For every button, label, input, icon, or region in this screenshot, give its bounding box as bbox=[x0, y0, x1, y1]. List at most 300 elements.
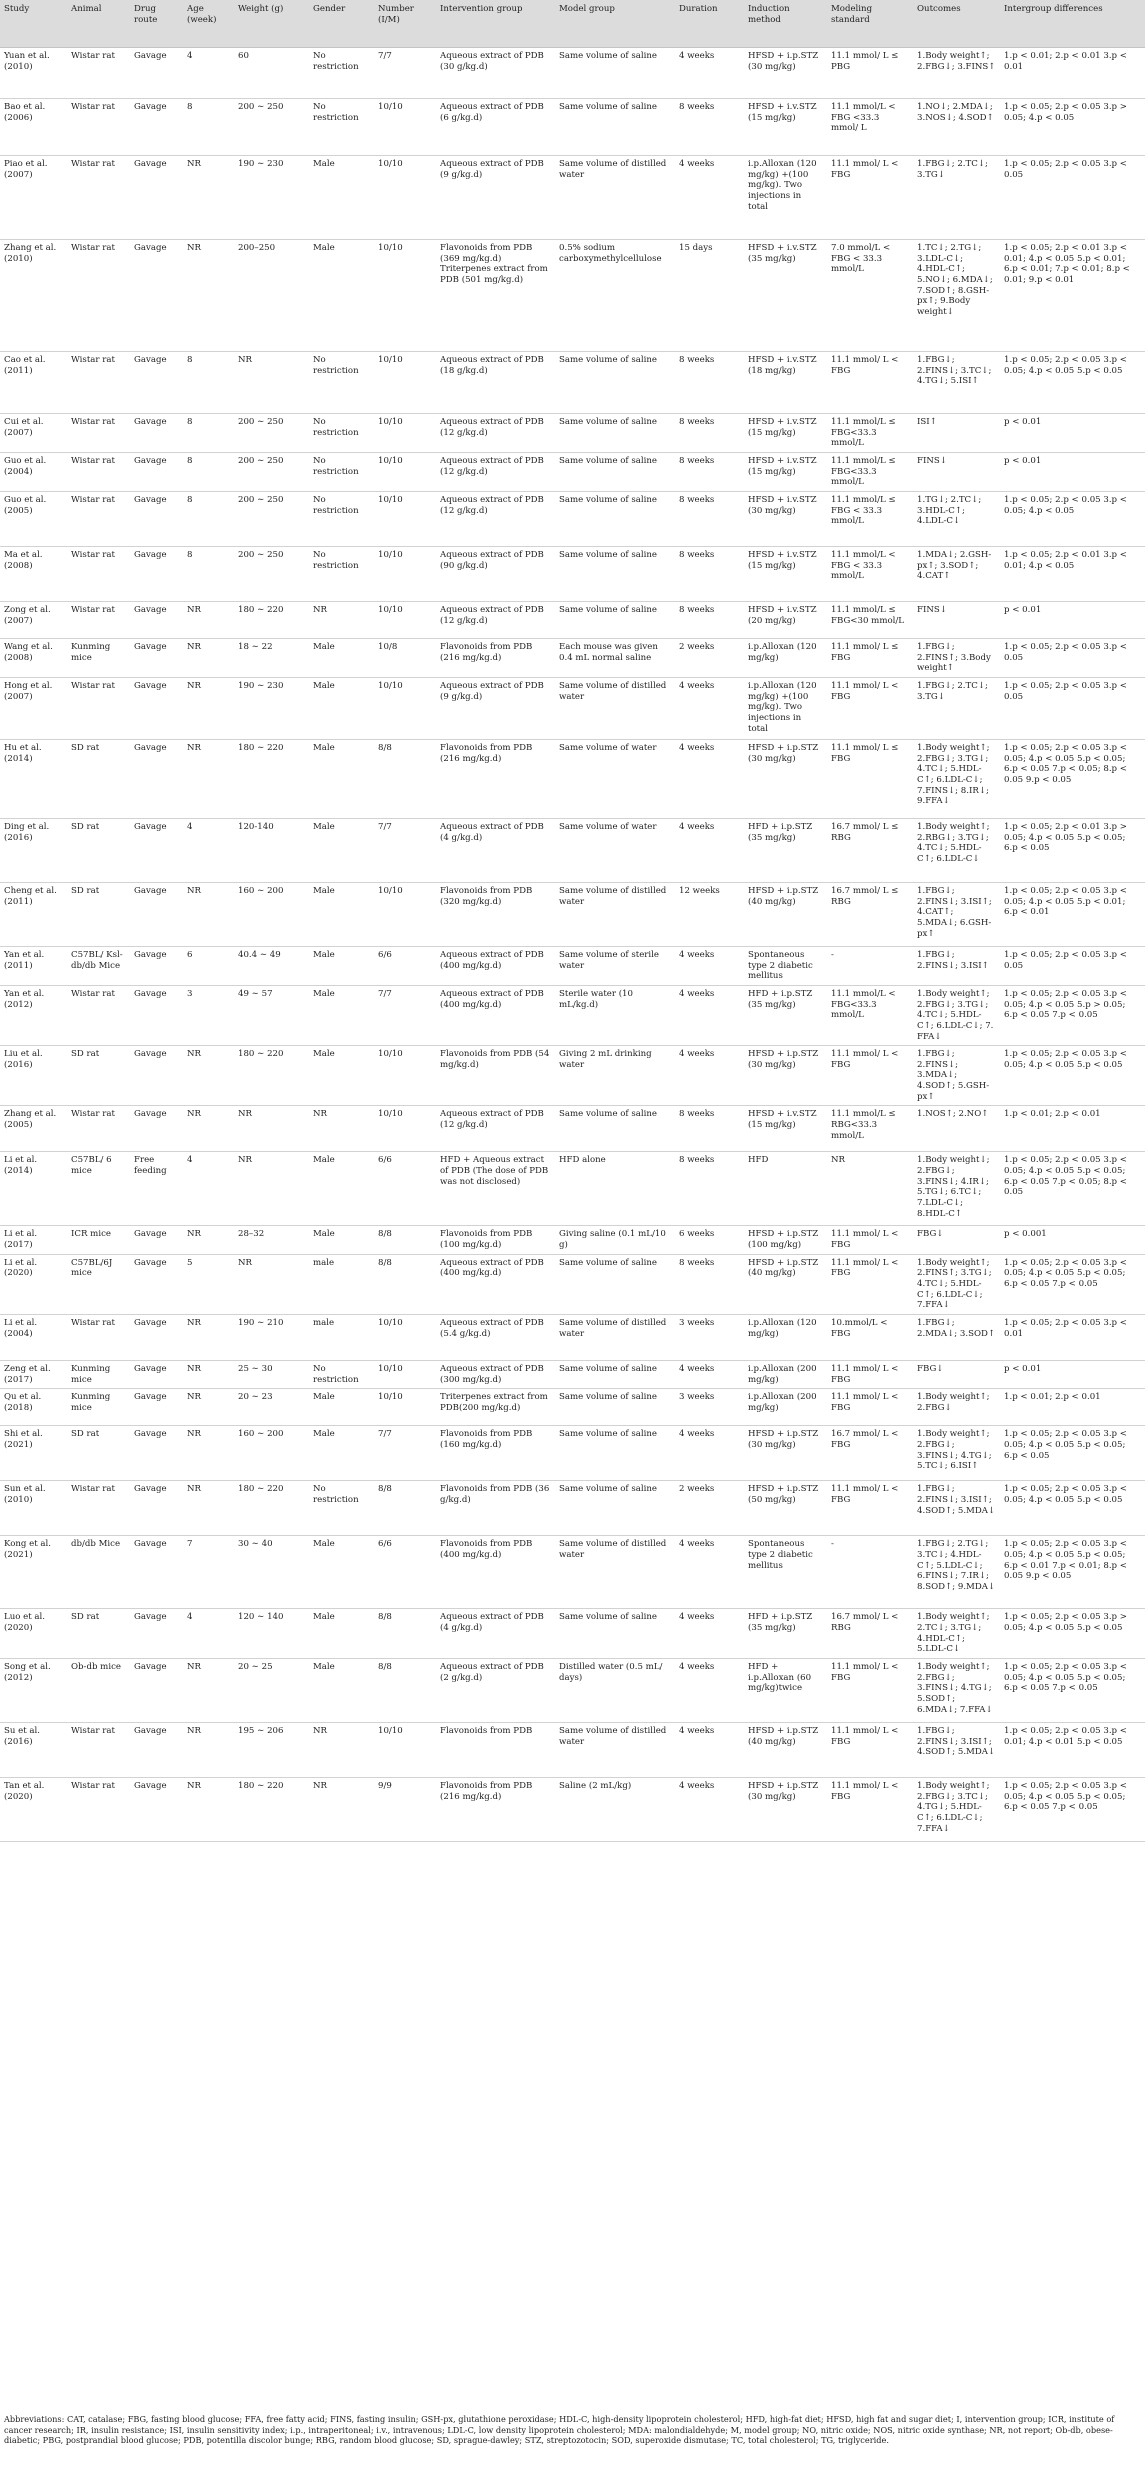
table-cell: No restriction bbox=[309, 48, 374, 99]
table-cell: HFSD + i.v.STZ (18 mg/kg) bbox=[744, 352, 827, 414]
table-cell: 7/7 bbox=[374, 818, 436, 882]
table-cell: Male bbox=[309, 156, 374, 240]
table-cell: Ma et al. (2008) bbox=[0, 546, 67, 601]
table-cell: Aqueous extract of PDB (9 g/kg.d) bbox=[436, 156, 555, 240]
table-cell: 11.1 mmol/L < FBG <33.3 mmol/ L bbox=[827, 99, 913, 156]
table-cell: 1.Body weight↓; 2.FBG↓; 3.FINS↓; 4.IR↓; 5.TG↓; 6.TC↓; 7.LDL-C↓; 8.HDL-C↑ bbox=[913, 1152, 1000, 1226]
table-cell: Gavage bbox=[130, 99, 183, 156]
table-cell: Gavage bbox=[130, 1658, 183, 1722]
table-cell: Same volume of saline bbox=[555, 491, 675, 546]
table-cell: 200 ∼ 250 bbox=[234, 491, 309, 546]
table-cell: Gavage bbox=[130, 985, 183, 1045]
table-cell: Flavonoids from PDB (100 mg/kg.d) bbox=[436, 1226, 555, 1254]
table-cell: 1.p < 0.05; 2.p < 0.05 3.p < 0.05; 4.p < 0.05 5.p < 0.05; 6.p < 0.05 7.p < 0.05; 8.p < 0.05 bbox=[1000, 1152, 1145, 1226]
table-cell: ICR mice bbox=[67, 1226, 130, 1254]
table-cell: Wistar rat bbox=[67, 491, 130, 546]
table-cell: HFD + i.p.STZ (35 mg/kg) bbox=[744, 818, 827, 882]
table-cell: 10/10 bbox=[374, 546, 436, 601]
table-cell: Aqueous extract of PDB (12 g/kg.d) bbox=[436, 491, 555, 546]
table-cell: 1.TC↓; 2.TG↓; 3.LDL-C↓; 4.HDL-C↑; 5.NO↓; 6.MDA↓; 7.SOD↑; 8.GSH-px↑; 9.Body weight↓ bbox=[913, 240, 1000, 352]
table-cell: 10/10 bbox=[374, 1046, 436, 1106]
table-cell: 4 bbox=[183, 1152, 234, 1226]
table-cell: Saline (2 mL/kg) bbox=[555, 1777, 675, 1841]
table-cell: 8/8 bbox=[374, 739, 436, 818]
table-cell: C57BL/ Ksl-db/db Mice bbox=[67, 946, 130, 985]
table-cell: Gavage bbox=[130, 882, 183, 946]
table-cell: Hong et al. (2007) bbox=[0, 677, 67, 739]
table-cell: NR bbox=[183, 638, 234, 677]
table-cell: 11.1 mmol/ L < FBG bbox=[827, 1046, 913, 1106]
table-row bbox=[0, 491, 1145, 546]
table-cell: 200 ∼ 250 bbox=[234, 414, 309, 453]
table-cell: 5 bbox=[183, 1254, 234, 1314]
table-cell: SD rat bbox=[67, 739, 130, 818]
table-cell: Aqueous extract of PDB (90 g/kg.d) bbox=[436, 546, 555, 601]
table-cell: 16.7 mmol/ L ≤ RBG bbox=[827, 882, 913, 946]
table-cell: Same volume of water bbox=[555, 739, 675, 818]
table-cell: NR bbox=[183, 1481, 234, 1536]
table-cell: 1.FBG↓; 2.MDA↓; 3.SOD↑ bbox=[913, 1315, 1000, 1361]
table-cell: 6 weeks bbox=[675, 1226, 744, 1254]
table-cell: HFSD + i.p.STZ (30 mg/kg) bbox=[744, 48, 827, 99]
table-cell: Same volume of saline bbox=[555, 452, 675, 491]
table-cell: Same volume of saline bbox=[555, 601, 675, 638]
table-cell: Wistar rat bbox=[67, 452, 130, 491]
table-cell: 20 ∼ 23 bbox=[234, 1389, 309, 1426]
table-cell: Aqueous extract of PDB (5.4 g/kg.d) bbox=[436, 1315, 555, 1361]
table-cell: Same volume of saline bbox=[555, 414, 675, 453]
table-cell: Sterile water (10 mL/kg.d) bbox=[555, 985, 675, 1045]
table-cell: No restriction bbox=[309, 99, 374, 156]
table-cell: 10/10 bbox=[374, 491, 436, 546]
table-cell: 60 bbox=[234, 48, 309, 99]
table-cell: FBG↓ bbox=[913, 1361, 1000, 1389]
table-cell: 1.FBG↓; 2.FINS↓; 3.ISI↑; 4.SOD↑; 5.MDA↓ bbox=[913, 1481, 1000, 1536]
table-cell: 160 ∼ 200 bbox=[234, 1426, 309, 1481]
table-cell: Li et al. (2004) bbox=[0, 1315, 67, 1361]
table-cell: HFSD + i.p.STZ (40 mg/kg) bbox=[744, 882, 827, 946]
table-cell: 20 ∼ 25 bbox=[234, 1658, 309, 1722]
table-cell: Flavonoids from PDB bbox=[436, 1722, 555, 1777]
table-cell: Bao et al. (2006) bbox=[0, 99, 67, 156]
table-cell: 1.FBG↓; 2.FINS↓; 3.MDA↓; 4.SOD↑; 5.GSH-px↑ bbox=[913, 1046, 1000, 1106]
table-cell: 16.7 mmol/ L < RBG bbox=[827, 1609, 913, 1659]
table-cell: NR bbox=[309, 1777, 374, 1841]
table-cell: Gavage bbox=[130, 1777, 183, 1841]
table-cell: Wistar rat bbox=[67, 1777, 130, 1841]
table-cell: p < 0.001 bbox=[1000, 1226, 1145, 1254]
table-cell: 1.p < 0.05; 2.p < 0.05 3.p > 0.05; 4.p < 0.05 5.p < 0.05 bbox=[1000, 1609, 1145, 1659]
table-cell: 8/8 bbox=[374, 1609, 436, 1659]
table-cell: Gavage bbox=[130, 546, 183, 601]
table-cell: 200 ∼ 250 bbox=[234, 99, 309, 156]
table-cell: 4 weeks bbox=[675, 946, 744, 985]
table-cell: 1.Body weight↑; 2.FINS↑; 3.TG↓; 4.TC↓; 5.HDL-C↑; 6.LDL-C↓; 7.FFA↓ bbox=[913, 1254, 1000, 1314]
table-cell: 8 weeks bbox=[675, 491, 744, 546]
table-cell: Same volume of saline bbox=[555, 1361, 675, 1389]
table-cell: HFSD + i.p.STZ (30 mg/kg) bbox=[744, 1046, 827, 1106]
table-cell: Same volume of saline bbox=[555, 1106, 675, 1152]
table-row bbox=[0, 1106, 1145, 1152]
table-cell: Gavage bbox=[130, 1536, 183, 1609]
table-cell: Aqueous extract of PDB (400 mg/kg.d) bbox=[436, 946, 555, 985]
table-cell: SD rat bbox=[67, 1426, 130, 1481]
table-cell: 8 weeks bbox=[675, 1106, 744, 1152]
table-row bbox=[0, 546, 1145, 601]
table-cell: HFD bbox=[744, 1152, 827, 1226]
table-row bbox=[0, 1722, 1145, 1777]
table-cell: Same volume of saline bbox=[555, 352, 675, 414]
table-cell: 200 ∼ 250 bbox=[234, 546, 309, 601]
table-cell: Flavonoids from PDB (320 mg/kg.d) bbox=[436, 882, 555, 946]
table-cell: Ob-db mice bbox=[67, 1658, 130, 1722]
column-header: Intervention group bbox=[436, 0, 555, 48]
table-cell: Li et al. (2014) bbox=[0, 1152, 67, 1226]
table-cell: HFD + i.p.Alloxan (60 mg/kg)twice bbox=[744, 1658, 827, 1722]
table-cell: NR bbox=[183, 156, 234, 240]
table-cell: - bbox=[827, 1536, 913, 1609]
table-cell: Flavonoids from PDB (216 mg/kg.d) bbox=[436, 1777, 555, 1841]
table-cell: No restriction bbox=[309, 352, 374, 414]
table-cell: 12 weeks bbox=[675, 882, 744, 946]
table-cell: 4 weeks bbox=[675, 818, 744, 882]
table-cell: 4 weeks bbox=[675, 1777, 744, 1841]
table-cell: 10/10 bbox=[374, 1389, 436, 1426]
table-cell: Same volume of saline bbox=[555, 48, 675, 99]
table-cell: Cao et al. (2011) bbox=[0, 352, 67, 414]
table-cell: 4 bbox=[183, 48, 234, 99]
table-cell: Male bbox=[309, 1226, 374, 1254]
table-cell: Gavage bbox=[130, 946, 183, 985]
table-cell: 10/10 bbox=[374, 352, 436, 414]
table-cell: 120 ∼ 140 bbox=[234, 1609, 309, 1659]
table-cell: NR bbox=[183, 1777, 234, 1841]
table-row bbox=[0, 946, 1145, 985]
table-row bbox=[0, 240, 1145, 352]
table-cell: Wistar rat bbox=[67, 985, 130, 1045]
table-cell: 4 weeks bbox=[675, 156, 744, 240]
table-row bbox=[0, 1315, 1145, 1361]
table-cell: 190 ∼ 230 bbox=[234, 677, 309, 739]
table-cell: Luo et al. (2020) bbox=[0, 1609, 67, 1659]
table-cell: Wang et al. (2008) bbox=[0, 638, 67, 677]
table-cell: 4 weeks bbox=[675, 1609, 744, 1659]
table-cell: i.p.Alloxan (200 mg/kg) bbox=[744, 1361, 827, 1389]
table-cell: 1.p < 0.05; 2.p < 0.01 3.p > 0.05; 4.p < 0.05 5.p < 0.05; 6.p < 0.05 bbox=[1000, 818, 1145, 882]
table-cell: 11.1 mmol/ L < FBG bbox=[827, 1777, 913, 1841]
table-cell: Gavage bbox=[130, 452, 183, 491]
table-cell: NR bbox=[183, 1106, 234, 1152]
table-cell: Wistar rat bbox=[67, 352, 130, 414]
table-cell: Giving 2 mL drinking water bbox=[555, 1046, 675, 1106]
table-cell: 40.4 ∼ 49 bbox=[234, 946, 309, 985]
table-cell: NR bbox=[234, 1152, 309, 1226]
table-cell: 7 bbox=[183, 1536, 234, 1609]
table-row bbox=[0, 1658, 1145, 1722]
table-row bbox=[0, 1426, 1145, 1481]
table-cell: 10/10 bbox=[374, 882, 436, 946]
table-cell: SD rat bbox=[67, 882, 130, 946]
table-cell: Yuan et al. (2010) bbox=[0, 48, 67, 99]
table-cell: 8 weeks bbox=[675, 546, 744, 601]
table-cell: Wistar rat bbox=[67, 99, 130, 156]
table-cell: 4 weeks bbox=[675, 1046, 744, 1106]
table-cell: Aqueous extract of PDB (12 g/kg.d) bbox=[436, 601, 555, 638]
table-cell: Male bbox=[309, 1609, 374, 1659]
table-cell: Gavage bbox=[130, 1389, 183, 1426]
table-cell: No restriction bbox=[309, 1361, 374, 1389]
table-cell: Flavonoids from PDB (216 mg/kg.d) bbox=[436, 739, 555, 818]
table-cell: Male bbox=[309, 677, 374, 739]
table-cell: HFD + i.p.STZ (35 mg/kg) bbox=[744, 1609, 827, 1659]
table-cell: 1.p < 0.05; 2.p < 0.05 3.p < 0.05 bbox=[1000, 946, 1145, 985]
column-header: Outcomes bbox=[913, 0, 1000, 48]
table-cell: 200–250 bbox=[234, 240, 309, 352]
table-cell: 1.p < 0.05; 2.p < 0.05 3.p < 0.05; 4.p < 0.05 bbox=[1000, 491, 1145, 546]
table-cell: Gavage bbox=[130, 240, 183, 352]
table-cell: 4 weeks bbox=[675, 48, 744, 99]
table-cell: 11.1 mmol/ L < FBG bbox=[827, 1481, 913, 1536]
table-cell: No restriction bbox=[309, 546, 374, 601]
table-cell: 3 weeks bbox=[675, 1389, 744, 1426]
table-cell: 6 bbox=[183, 946, 234, 985]
table-cell: NR bbox=[183, 677, 234, 739]
table-row bbox=[0, 1152, 1145, 1226]
table-cell: 1.p < 0.05; 2.p < 0.05 3.p < 0.01; 4.p < 0.01 5.p < 0.05 bbox=[1000, 1722, 1145, 1777]
table-cell: Male bbox=[309, 882, 374, 946]
table-cell: Same volume of sterile water bbox=[555, 946, 675, 985]
table-cell: 8 weeks bbox=[675, 452, 744, 491]
table-cell: Wistar rat bbox=[67, 240, 130, 352]
table-cell: 1.p < 0.05; 2.p < 0.05 3.p < 0.05; 4.p < 0.05 5.p < 0.05 bbox=[1000, 352, 1145, 414]
table-cell: Liu et al. (2016) bbox=[0, 1046, 67, 1106]
table-cell: Aqueous extract of PDB (9 g/kg.d) bbox=[436, 677, 555, 739]
table-cell: 11.1 mmol/ L < FBG bbox=[827, 156, 913, 240]
table-row bbox=[0, 156, 1145, 240]
table-cell: 1.Body weight↑; 2.FBG↓ bbox=[913, 1389, 1000, 1426]
table-row bbox=[0, 882, 1145, 946]
table-cell: 4 weeks bbox=[675, 1361, 744, 1389]
table-cell: 10/10 bbox=[374, 1361, 436, 1389]
table-cell: 1.Body weight↑; 2.RBG↓; 3.TG↓; 4.TC↓; 5.HDL-C↑; 6.LDL-C↓ bbox=[913, 818, 1000, 882]
table-cell: NR bbox=[183, 1426, 234, 1481]
table-cell: No restriction bbox=[309, 1481, 374, 1536]
table-row bbox=[0, 1481, 1145, 1536]
table-cell: FINS↓ bbox=[913, 452, 1000, 491]
table-cell: NR bbox=[183, 1722, 234, 1777]
table-cell: 2 weeks bbox=[675, 638, 744, 677]
table-cell: Same volume of saline bbox=[555, 1481, 675, 1536]
table-cell: 16.7 mmol/ L ≤ RBG bbox=[827, 818, 913, 882]
table-cell: Flavonoids from PDB (54 mg/kg.d) bbox=[436, 1046, 555, 1106]
table-cell: - bbox=[827, 946, 913, 985]
table-cell: Aqueous extract of PDB (12 g/kg.d) bbox=[436, 452, 555, 491]
table-cell: 11.1 mmol/L < FBG<33.3 mmol/L bbox=[827, 985, 913, 1045]
table-cell: 1.p < 0.05; 2.p < 0.05 3.p < 0.05; 4.p < 0.05 5.p > 0.05; 6.p < 0.05 7.p < 0.05 bbox=[1000, 985, 1145, 1045]
table-cell: 195 ∼ 206 bbox=[234, 1722, 309, 1777]
table-cell: Wistar rat bbox=[67, 156, 130, 240]
table-cell: 10/10 bbox=[374, 1106, 436, 1152]
table-cell: Aqueous extract of PDB (4 g/kg.d) bbox=[436, 1609, 555, 1659]
table-cell: Cheng et al. (2011) bbox=[0, 882, 67, 946]
table-cell: Gavage bbox=[130, 677, 183, 739]
table-cell: db/db Mice bbox=[67, 1536, 130, 1609]
table-cell: 4 weeks bbox=[675, 1658, 744, 1722]
table-cell: HFSD + i.v.STZ (35 mg/kg) bbox=[744, 240, 827, 352]
table-cell: Same volume of distilled water bbox=[555, 1722, 675, 1777]
table-cell: 11.1 mmol/ L < FBG bbox=[827, 1389, 913, 1426]
table-cell: Same volume of distilled water bbox=[555, 156, 675, 240]
table-cell: Wistar rat bbox=[67, 1315, 130, 1361]
table-cell: 1.FBG↓; 2.FINS↑; 3.Body weight↑ bbox=[913, 638, 1000, 677]
table-cell: HFSD + i.v.STZ (15 mg/kg) bbox=[744, 452, 827, 491]
table-cell: Male bbox=[309, 638, 374, 677]
table-cell: 1.p < 0.05; 2.p < 0.01 3.p < 0.01; 4.p < 0.05 5.p < 0.01; 6.p < 0.01; 7.p < 0.01; 8.p < 0.01; 9.p < 0.01 bbox=[1000, 240, 1145, 352]
table-cell: Yan et al. (2012) bbox=[0, 985, 67, 1045]
table-cell: 11.1 mmol/L ≤ FBG<30 mmol/L bbox=[827, 601, 913, 638]
table-cell: 4 weeks bbox=[675, 1536, 744, 1609]
table-cell: Tan et al. (2020) bbox=[0, 1777, 67, 1841]
table-cell: HFD alone bbox=[555, 1152, 675, 1226]
table-cell: male bbox=[309, 1254, 374, 1314]
table-cell: 1.FBG↓; 2.FINS↓; 3.TC↓; 4.TG↓; 5.ISI↑ bbox=[913, 352, 1000, 414]
table-cell: ISI↑ bbox=[913, 414, 1000, 453]
table-cell: Guo et al. (2004) bbox=[0, 452, 67, 491]
table-cell: Shi et al. (2021) bbox=[0, 1426, 67, 1481]
table-cell: Flavonoids from PDB (216 mg/kg.d) bbox=[436, 638, 555, 677]
table-cell: HFSD + i.p.STZ (50 mg/kg) bbox=[744, 1481, 827, 1536]
table-cell: 3 bbox=[183, 985, 234, 1045]
table-cell: 180 ∼ 220 bbox=[234, 601, 309, 638]
table-cell: Gavage bbox=[130, 1722, 183, 1777]
table-cell: 1.p < 0.01; 2.p < 0.01 bbox=[1000, 1106, 1145, 1152]
table-cell: HFSD + i.p.STZ (30 mg/kg) bbox=[744, 1777, 827, 1841]
table-cell: 10/10 bbox=[374, 452, 436, 491]
table-cell: 8/8 bbox=[374, 1226, 436, 1254]
table-cell: 1.MDA↓; 2.GSH-px↑; 3.SOD↑; 4.CAT↑ bbox=[913, 546, 1000, 601]
table-cell: 180 ∼ 220 bbox=[234, 1046, 309, 1106]
column-header: Number (I/M) bbox=[374, 0, 436, 48]
table-cell: Male bbox=[309, 1152, 374, 1226]
table-cell: 10/10 bbox=[374, 240, 436, 352]
table-cell: Male bbox=[309, 1658, 374, 1722]
table-cell: 8 bbox=[183, 491, 234, 546]
table-cell: 180 ∼ 220 bbox=[234, 739, 309, 818]
table-cell: p < 0.01 bbox=[1000, 601, 1145, 638]
table-cell: C57BL/ 6 mice bbox=[67, 1152, 130, 1226]
table-cell: HFSD + i.v.STZ (15 mg/kg) bbox=[744, 99, 827, 156]
table-row bbox=[0, 48, 1145, 99]
table-cell: 49 ∼ 57 bbox=[234, 985, 309, 1045]
table-cell: NR bbox=[183, 601, 234, 638]
table-cell: 11.1 mmol/ L < FBG bbox=[827, 1658, 913, 1722]
table-cell: 1.p < 0.05; 2.p < 0.05 3.p < 0.05; 4.p < 0.05 5.p < 0.05; 6.p < 0.05 7.p < 0.05 bbox=[1000, 1254, 1145, 1314]
table-row bbox=[0, 352, 1145, 414]
table-cell: HFSD + i.p.STZ (40 mg/kg) bbox=[744, 1722, 827, 1777]
table-cell: Hu et al. (2014) bbox=[0, 739, 67, 818]
table-cell: 1.FBG↓; 2.TC↓; 3.TG↓ bbox=[913, 677, 1000, 739]
table-row bbox=[0, 1254, 1145, 1314]
table-cell: 120-140 bbox=[234, 818, 309, 882]
table-cell: 0.5% sodium carboxymethylcellulose bbox=[555, 240, 675, 352]
table-cell: HFD + i.p.STZ (35 mg/kg) bbox=[744, 985, 827, 1045]
table-cell: 11.1 mmol/L ≤ RBG<33.3 mmol/L bbox=[827, 1106, 913, 1152]
table-cell: 25 ∼ 30 bbox=[234, 1361, 309, 1389]
table-cell: 10/10 bbox=[374, 156, 436, 240]
table-cell: Aqueous extract of PDB (30 g/kg.d) bbox=[436, 48, 555, 99]
table-cell: 190 ∼ 210 bbox=[234, 1315, 309, 1361]
table-cell: Song et al. (2012) bbox=[0, 1658, 67, 1722]
table-cell: 10/8 bbox=[374, 638, 436, 677]
table-cell: Same volume of distilled water bbox=[555, 1536, 675, 1609]
table-cell: 11.1 mmol/ L < FBG bbox=[827, 677, 913, 739]
column-header: Intergroup differences bbox=[1000, 0, 1145, 48]
table-cell: Distilled water (0.5 mL/ days) bbox=[555, 1658, 675, 1722]
table-cell: 11.1 mmol/ L < FBG bbox=[827, 1722, 913, 1777]
table-cell: Li et al. (2017) bbox=[0, 1226, 67, 1254]
table-cell: 8 weeks bbox=[675, 1254, 744, 1314]
table-row bbox=[0, 414, 1145, 453]
abbreviations-footnote: Abbreviations: CAT, catalase; FBG, fasting blood glucose; FFA, free fatty acid; FINS, fasting insulin; GSH-px, glutathione peroxidase; HDL-C, high-density lipoprotein cholesterol; HFD, high-fat diet; HFSD, high fat and sugar diet; I, intervention group; ICR, institute of cancer research; IR, insulin resistance; ISI, insulin sensitivity index; i.p., intraperitoneal; i.v., intravenous; LDL-C, low density lipoprotein cholesterol; MDA: malondialdehyde; M, model group; NO, nitric oxide; NOS, nitric oxide synthase; NR, not report; Ob-db, obese-diabetic; PBG, postprandial blood glucose; PDB, potentilla discolor bunge; RBG, random blood glucose; SD, sprague-dawley; STZ, streptozotocin; SOD, superoxide dismutase; TC, total cholesterol; TG, triglyceride. bbox=[4, 2414, 1115, 2446]
table-cell: Gavage bbox=[130, 414, 183, 453]
table-cell: Same volume of saline bbox=[555, 546, 675, 601]
table-cell: Same volume of saline bbox=[555, 1426, 675, 1481]
table-cell: 1.p < 0.05; 2.p < 0.05 3.p > 0.05; 4.p < 0.05 bbox=[1000, 99, 1145, 156]
table-cell: Giving saline (0.1 mL/10 g) bbox=[555, 1226, 675, 1254]
table-cell: NR bbox=[183, 1226, 234, 1254]
table-cell: 28–32 bbox=[234, 1226, 309, 1254]
table-cell: 11.1 mmol/ L < FBG bbox=[827, 1361, 913, 1389]
table-cell: Gavage bbox=[130, 1315, 183, 1361]
table-cell: Aqueous extract of PDB (12 g/kg.d) bbox=[436, 414, 555, 453]
table-cell: Zhang et al. (2005) bbox=[0, 1106, 67, 1152]
table-cell: Aqueous extract of PDB (300 mg/kg.d) bbox=[436, 1361, 555, 1389]
table-cell: 2 weeks bbox=[675, 1481, 744, 1536]
table-cell: Guo et al. (2005) bbox=[0, 491, 67, 546]
table-cell: Aqueous extract of PDB (18 g/kg.d) bbox=[436, 352, 555, 414]
table-cell: 11.1 mmol/L < FBG < 33.3 mmol/L bbox=[827, 546, 913, 601]
table-cell: No restriction bbox=[309, 414, 374, 453]
table-cell: 8 weeks bbox=[675, 414, 744, 453]
table-cell: i.p.Alloxan (120 mg/kg) +(100 mg/kg). Two injections in total bbox=[744, 156, 827, 240]
table-cell: Wistar rat bbox=[67, 677, 130, 739]
table-cell: 7/7 bbox=[374, 1426, 436, 1481]
table-cell: Flavonoids from PDB (400 mg/kg.d) bbox=[436, 1536, 555, 1609]
table-cell: 10/10 bbox=[374, 414, 436, 453]
table-cell: 1.FBG↓; 2.TG↓; 3.TC↓; 4.HDL-C↑; 5.LDL-C↓; 6.FINS↓; 7.IR↓; 8.SOD↑; 9.MDA↓ bbox=[913, 1536, 1000, 1609]
table-cell: Same volume of saline bbox=[555, 1389, 675, 1426]
table-row bbox=[0, 985, 1145, 1045]
table-cell: Gavage bbox=[130, 818, 183, 882]
table-cell: 9/9 bbox=[374, 1777, 436, 1841]
column-header: Gender bbox=[309, 0, 374, 48]
table-cell: HFSD + i.p.STZ (30 mg/kg) bbox=[744, 739, 827, 818]
table-cell: Male bbox=[309, 946, 374, 985]
table-cell: Gavage bbox=[130, 156, 183, 240]
table-row bbox=[0, 1361, 1145, 1389]
table-cell: NR bbox=[183, 240, 234, 352]
table-cell: Gavage bbox=[130, 1254, 183, 1314]
table-cell: Aqueous extract of PDB (12 g/kg.d) bbox=[436, 1106, 555, 1152]
table-cell: Flavonoids from PDB (160 mg/kg.d) bbox=[436, 1426, 555, 1481]
table-cell: 1.p < 0.05; 2.p < 0.05 3.p < 0.05 bbox=[1000, 156, 1145, 240]
table-cell: Flavonoids from PDB (369 mg/kg.d) Triterpenes extract from PDB (501 mg/kg.d) bbox=[436, 240, 555, 352]
table-cell: 1.NO↓; 2.MDA↓; 3.NOS↓; 4.SOD↑ bbox=[913, 99, 1000, 156]
table-cell: p < 0.01 bbox=[1000, 452, 1145, 491]
table-cell: 190 ∼ 230 bbox=[234, 156, 309, 240]
table-cell: NR bbox=[309, 601, 374, 638]
table-cell: 11.1 mmol/ L ≤ FBG bbox=[827, 739, 913, 818]
